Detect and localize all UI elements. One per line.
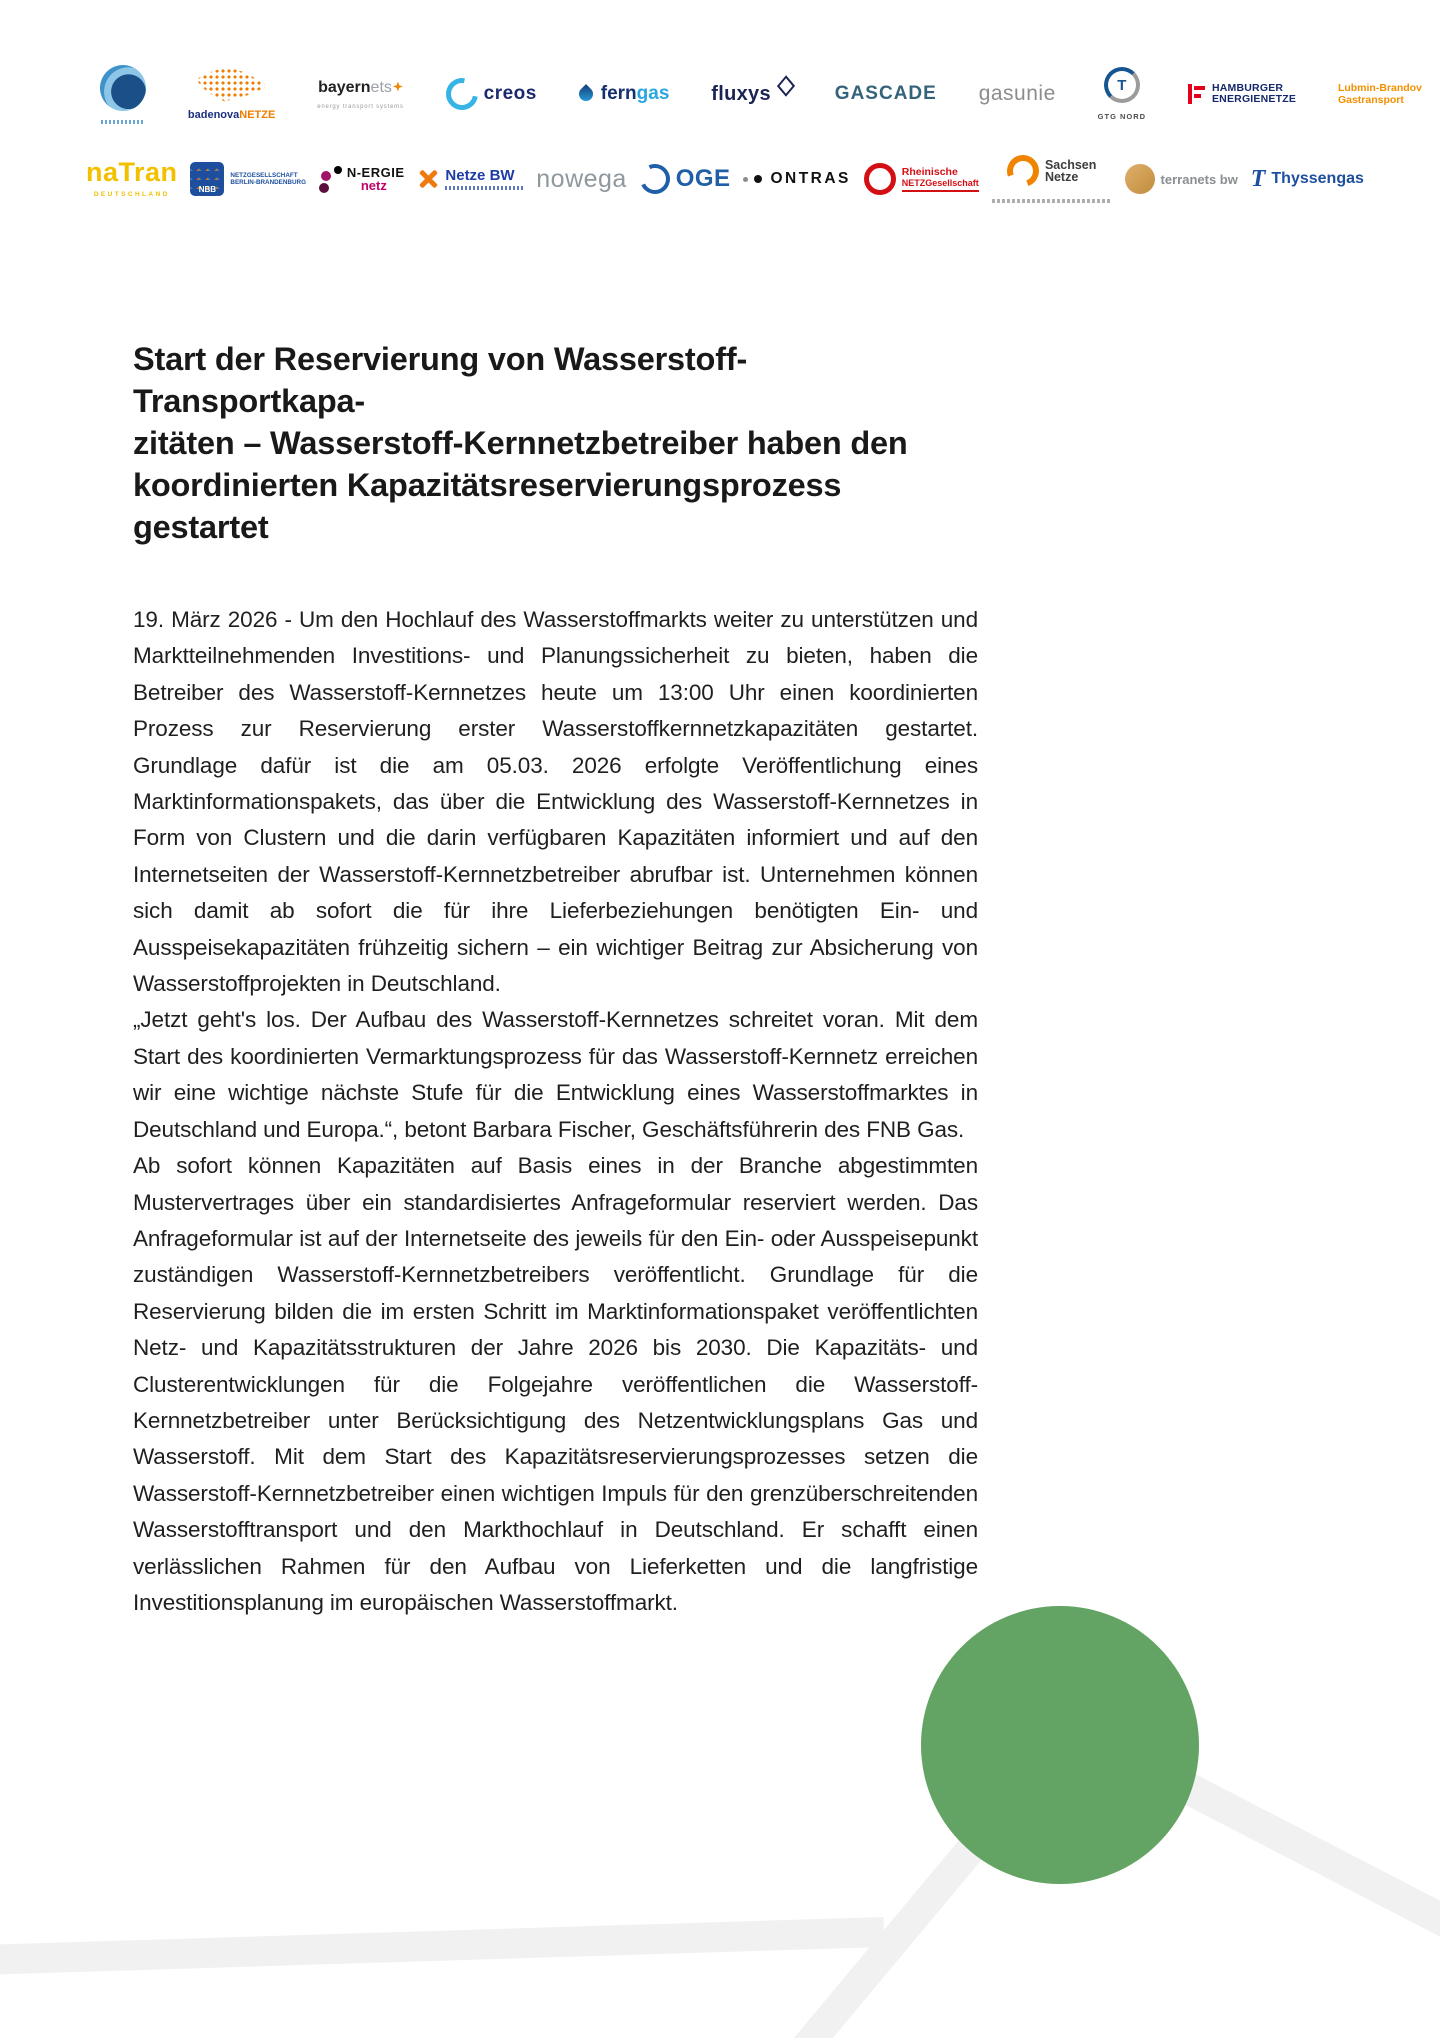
- hamburger-energienetze-icon: [1188, 84, 1206, 104]
- globe-caption-placeholder: [101, 120, 145, 124]
- logo-gtg-nord: [1098, 67, 1146, 121]
- bayernets-tagline: energy transport systems: [317, 103, 404, 110]
- gtg-nord-ring-icon: [1104, 67, 1140, 103]
- title-line-3: koordinierten Kapazitätsreservierungsprozess gestartet: [133, 467, 842, 545]
- ferngas-part2: gas: [636, 83, 670, 104]
- logo-row-1: [0, 58, 1440, 130]
- oge-wordmark: OGE: [675, 165, 731, 192]
- sachsen-line2: Netze: [1044, 170, 1079, 184]
- decoration-green-circle: [921, 1606, 1199, 1884]
- logo-ferngas: [579, 83, 670, 105]
- bayernets-part1: bayern: [318, 78, 371, 96]
- netze-bw-text: Netze BW: [445, 167, 515, 184]
- press-release-body: [133, 338, 978, 1621]
- title-line-2: zitäten – Wasserstoff-Kernnetzbetreiber haben den: [133, 425, 908, 461]
- n-ergie-part2: netz: [360, 178, 387, 193]
- netze-bw-wordmark: [445, 168, 523, 190]
- bayernets-wordmark: [318, 79, 403, 97]
- badenova-part2: NETZE: [239, 108, 276, 121]
- lubmin-line2: Gastransport: [1337, 94, 1404, 106]
- logo-gascade: [835, 83, 937, 105]
- rheinische-line1: Rheinische: [901, 165, 958, 178]
- logo-rheinische-netzgesellschaft: [864, 163, 979, 195]
- rheinische-ring-icon: [864, 163, 896, 195]
- logo-lubmin-brandov: [1338, 82, 1422, 106]
- bayernets-star-icon: [393, 82, 403, 92]
- hamburger-line2: ENERGIENETZE: [1211, 93, 1297, 105]
- nbb-line2: BERLIN-BRANDENBURG: [230, 179, 306, 186]
- lubmin-line1: Lubmin-Brandov: [1337, 82, 1422, 94]
- logo-thyssengas: [1251, 167, 1364, 191]
- creos-c-icon: [439, 72, 484, 117]
- gascade-wordmark: GASCADE: [834, 83, 937, 104]
- logo-nowega: [536, 165, 627, 194]
- logo-natran: [86, 157, 178, 198]
- logo-bayernets: [317, 79, 404, 110]
- rheinische-line2: NETZGesellschaft: [901, 177, 979, 188]
- thyssengas-t-icon: T: [1250, 166, 1266, 192]
- logo-nbb: [190, 162, 306, 196]
- decoration-line-left: [0, 1932, 884, 1960]
- network-decoration: [0, 1518, 1440, 2038]
- n-ergie-part1: N-ERGIE: [346, 165, 405, 180]
- sachsen-line1: Sachsen: [1044, 157, 1097, 172]
- nbb-wordmark: [230, 172, 306, 187]
- ontras-wordmark: ONTRAS: [770, 170, 851, 187]
- oge-circle-arrows-icon: [635, 160, 673, 198]
- title-line-1: Start der Reservierung von Wasserstoff-Transportkapa-: [133, 341, 748, 419]
- ferngas-droplet-icon: [576, 84, 596, 104]
- n-ergie-dots-icon: [321, 171, 331, 181]
- logo-terranets-bw: [1125, 164, 1238, 194]
- hamburger-energienetze-wordmark: [1212, 83, 1296, 105]
- ontras-dot-large-icon: [754, 175, 762, 183]
- logo-strip: [0, 58, 1440, 212]
- logo-hydrogen-globe: [100, 65, 146, 124]
- logo-oge: [640, 164, 731, 194]
- gtg-nord-letter: T: [1117, 76, 1127, 94]
- hamburger-line1: HAMBURGER: [1211, 82, 1284, 94]
- ferngas-part1: fern: [600, 83, 637, 104]
- terranets-sphere-icon: [1125, 164, 1155, 194]
- nowega-wordmark: nowega: [536, 164, 627, 193]
- logo-badenovanetze: [188, 68, 275, 121]
- logo-ontras: [743, 170, 850, 188]
- sachsennetze-tagline-placeholder: [992, 199, 1112, 203]
- natran-wordmark: naTran: [86, 157, 178, 187]
- badenova-part1: badenova: [187, 108, 240, 121]
- sachsennetze-mark: [1007, 155, 1096, 187]
- gasunie-wordmark: gasunie: [978, 82, 1056, 105]
- paragraph-quote: „Jetzt geht's los. Der Aufbau des Wasserstoff-Kernnetzes schreitet voran. Mit dem Start des koordinierten Vermarktungsprozess für das Wasserstoff-Kernnetz erreichen wir eine wichtige nächste Stufe für die Entwicklung eines Wasserstoffmarktes in Deutschland und Europa.“, betont Barbara Fischer, Geschäftsführerin des FNB Gas.: [133, 1007, 978, 1142]
- globe-hands-icon: [100, 65, 146, 111]
- natran-subtext: DEUTSCHLAND: [93, 191, 170, 198]
- terranets-wordmark: terranets bw: [1160, 171, 1238, 187]
- badenova-dots-icon: [196, 68, 268, 102]
- logo-creos: [446, 78, 537, 110]
- ontras-dot-small-icon: [743, 177, 748, 182]
- fluxys-ribbon-icon: [777, 75, 795, 97]
- logo-sachsennetze: [992, 155, 1112, 203]
- sachsennetze-swirl-icon: [1002, 150, 1045, 193]
- sachsennetze-wordmark: [1045, 159, 1096, 184]
- rheinische-underline: [902, 190, 979, 192]
- netze-bw-cross-icon: [417, 168, 439, 190]
- logo-netze-bw: [417, 168, 523, 190]
- logo-hamburger-energienetze: [1188, 83, 1296, 105]
- n-ergie-wordmark: [347, 166, 405, 192]
- paragraph-intro: 19. März 2026 - Um den Hochlauf des Wasserstoffmarkts weiter zu unterstützen und Marktteilnehmenden Investitions- und Planungssicherheit zu bieten, haben die Betreiber des Wasserstoff-Kernnetzes heute um 13:00 Uhr einen koordinierten Prozess zur Reservierung erster Wasserstoffkernnetzkapazitäten gestartet. Grundlage dafür ist die am 05.03. 2026 erfolgte Veröffentlichung eines Marktinformationspakets, das über die Entwicklung des Wasserstoff-Kernnetzes in Form von Clustern und die darin verfügbaren Kapazitäten informiert und auf den Internetseiten der Wasserstoff-Kernnetzbetreiber abrufbar ist. Unternehmen können sich damit ab sofort die für ihre Lieferbeziehungen benötigten Ein- und Ausspeisekapazitäten frühzeitig sichern – ein wichtiger Beitrag zur Absicherung von Wasserstoffprojekten in Deutschland.: [133, 607, 978, 997]
- fluxys-wordmark: fluxys: [711, 82, 771, 105]
- nbb-line1: NETZGESELLSCHAFT: [230, 171, 298, 179]
- rheinische-wordmark: [902, 167, 979, 192]
- logo-fluxys: [711, 83, 793, 106]
- logo-row-2: [0, 146, 1440, 212]
- bayernets-part2: ets: [370, 78, 392, 96]
- nbb-square-icon: [190, 162, 224, 196]
- gtg-nord-label: GTG NORD: [1097, 112, 1147, 121]
- lubmin-brandov-wordmark: [1338, 82, 1422, 106]
- thyssengas-wordmark: Thyssengas: [1271, 170, 1364, 187]
- logo-gasunie: [979, 82, 1056, 106]
- page-title: [133, 338, 978, 548]
- nbb-letters: NBB: [198, 185, 217, 194]
- paragraph-details: Ab sofort können Kapazitäten auf Basis eines in der Branche abgestimmten Mustervertrages über ein standardisiertes Anfrageformular reserviert werden. Das Anfrageformular ist auf der Internetseite des jeweils für den Ein- oder Ausspeisepunkt zuständigen Wasserstoff-Kernnetzbetreibers veröffentlicht. Grundlage für die Reservierung bilden die im ersten Schritt im Marktinformationspaket veröffentlichten Netz- und Kapazitätsstrukturen der Jahre 2026 bis 2030. Die Kapazitäts- und Clusterentwicklungen für die Folgejahre veröffentlichen die Wasserstoff-Kernnetzbetreiber unter Berücksichtigung des Netzentwicklungsplans Gas und Wasserstoff. Mit dem Start des Kapazitätsreservierungsprozesses setzen die Wasserstoff-Kernnetzbetreiber einen wichtigen Impuls für den grenzüberschreitenden Wasserstofftransport und den Markthochlauf in Deutschland. Er schafft einen verlässlichen Rahmen für den Aufbau von Lieferketten und die langfristige Investitionsplanung im europäischen Wasserstoffmarkt.: [133, 1153, 978, 1615]
- badenova-wordmark: [188, 109, 275, 121]
- ferngas-wordmark: [601, 83, 670, 105]
- creos-wordmark: creos: [483, 83, 537, 104]
- netze-bw-tagline-placeholder: [445, 186, 523, 190]
- logo-n-ergie-netz: [319, 166, 405, 192]
